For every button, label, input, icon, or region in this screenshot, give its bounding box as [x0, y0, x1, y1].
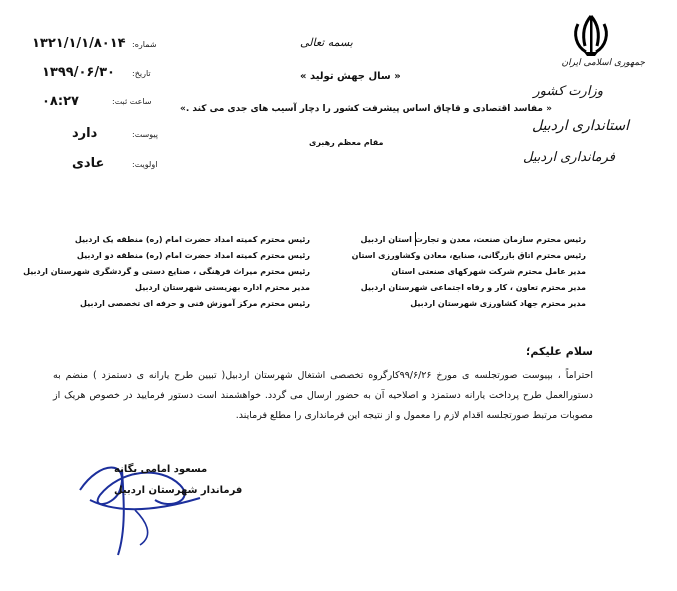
recipient-item: مدیر محترم تعاون ، کار و رفاه اجتماعی شهرستان اردبیل: [360, 283, 586, 292]
recipient-item: مدیر محترم اداره بهزیستی شهرستان اردبیل: [135, 283, 310, 292]
ministry-name: وزارت کشور: [533, 84, 603, 99]
recipient-item: مدیر محترم جهاد کشاورزی شهرستان اردبیل: [410, 299, 586, 308]
time-label: ساعت ثبت:: [112, 97, 152, 106]
date-label: تاریخ:: [132, 69, 151, 78]
leader-quote: « مفاسد اقتصادی و قاچاق اساس پیشرفت کشور را دچار آسیب های جدی می کند .»: [180, 104, 552, 114]
attachment-value: دارد: [72, 126, 98, 141]
recipient-item: رئیس محترم مرکز آموزش فنی و حرفه ای تخصصی اردبیل: [80, 299, 310, 308]
recipient-item: مدیر عامل محترم شرکت شهرکهای صنعتی استان: [391, 267, 586, 276]
signer-title: فرماندار شهرستان اردبیل: [114, 485, 243, 496]
number-label: شماره:: [132, 40, 157, 49]
recipient-item: رئیس محترم کمیته امداد حضرت امام (ره) منطقه یک اردبیل: [74, 235, 310, 244]
recipient-item: رئیس محترم کمیته امداد حضرت امام (ره) منطقه دو اردبیل: [76, 251, 310, 260]
office-name: فرمانداری اردبیل: [522, 150, 615, 165]
registration-time: ۰۸:۲۷: [42, 94, 79, 109]
priority-value: عادی: [72, 156, 105, 171]
attachment-label: پیوست:: [132, 130, 159, 139]
invocation: بسمه تعالی: [300, 36, 353, 49]
country-name: جمهوری اسلامی ایران: [561, 58, 645, 68]
letter-body: احتراماً ، بپیوست صورتجلسه ی مورخ ۹۹/۶/۲۶کارگروه تخصصی اشتغال شهرستان اردبیل( تبیین طرح یارانه ی دستمزد ) منضم به دستورالعمل طرح پرداخت یارانه دستمزد و اصلاحیه آن به حضور ارسال می گردد. خواهشمند است دستور فرمایید در خصوص هریک از مصوبات مرتبط صورتجلسه اقدام لازم را معمول و از نتیجه این فرمانداری را مطلع فرمایند.: [53, 370, 593, 421]
quote-author: مقام معظم رهبری: [309, 138, 384, 147]
greeting: سلام علیکم؛: [526, 345, 593, 358]
letter-date: ۱۳۹۹/۰۶/۳۰: [42, 65, 115, 80]
recipients-right-column: [351, 232, 586, 312]
recipients-left-column: [23, 232, 310, 312]
recipient-item: رئیس محترم میراث فرهنگی ، صنایع دستی و گردشگری شهرستان اردبیل: [23, 267, 310, 276]
year-slogan: « سال جهش تولید »: [300, 71, 401, 82]
recipient-item: رئیس محترم اتاق بازرگانی، صنایع، معادن وکشاورزی استان: [351, 251, 586, 260]
governorate-name: استانداری اردبیل: [531, 118, 629, 134]
recipient-item: رئیس محترم سازمان صنعت، معدن و تجارت استان اردبیل: [360, 235, 586, 244]
iran-emblem-icon: [570, 12, 612, 58]
priority-label: اولویت:: [132, 160, 158, 169]
signer-name: مسعود امامی یگانه: [114, 464, 208, 475]
letter-number: ۱۳۲۱/۱/۱/۸۰۱۴: [32, 36, 126, 51]
